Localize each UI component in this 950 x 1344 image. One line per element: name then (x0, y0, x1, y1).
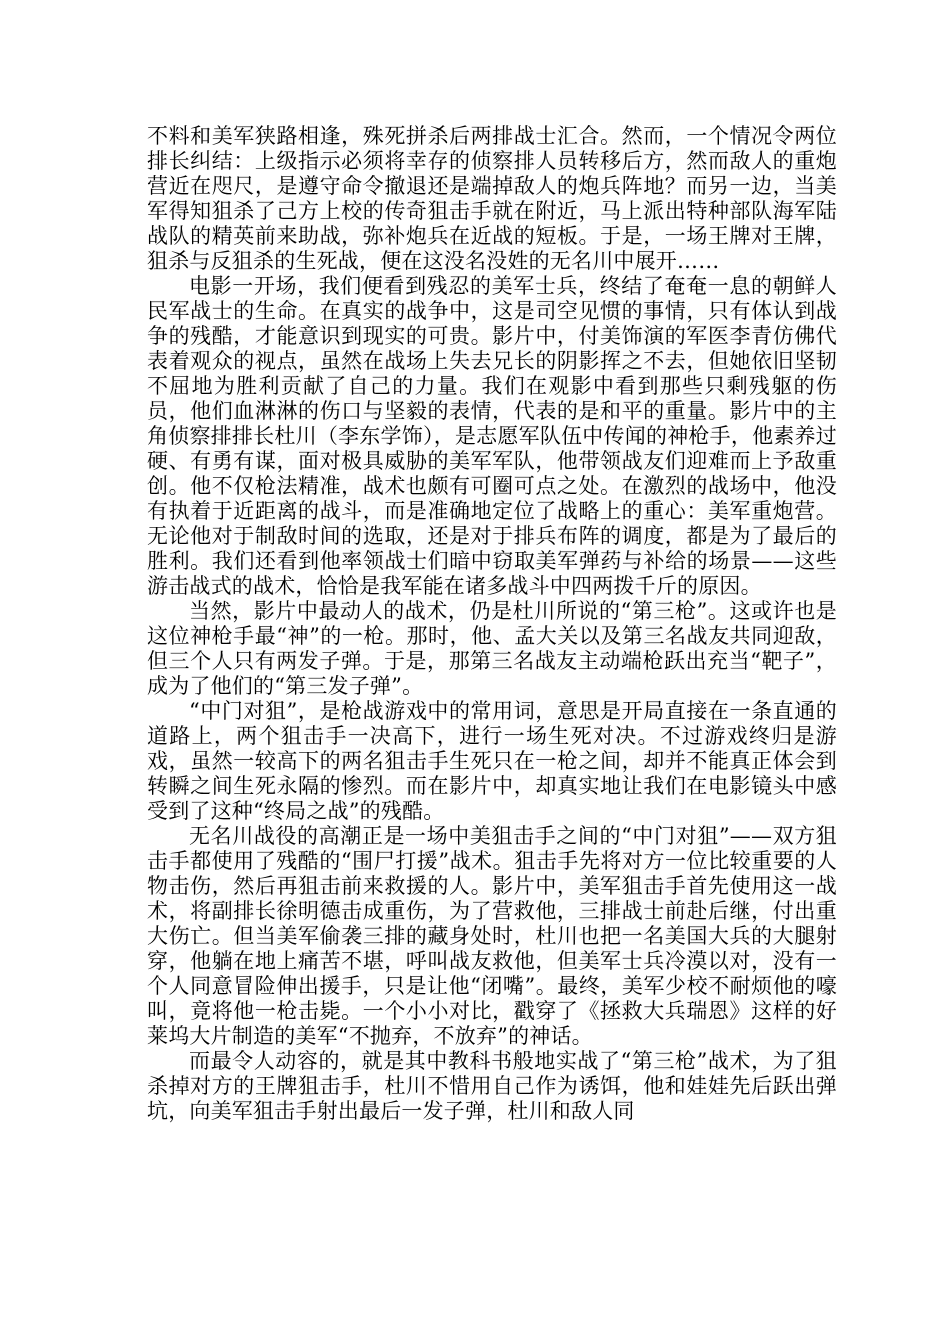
paragraph-1: 不料和美军狭路相逢，殊死拼杀后两排战士汇合。然而，一个情况令两位排长纠结：上级指示必须将幸存的侦察排人员转移后方，然而敌人的重炮营近在咫尺，是遵守命令撤退还是端掉敌人的炮兵阵地？而另一边，当美军得知狙杀了己方上校的传奇狙击手就在附近，马上派出特种部队海军陆战队的精英前来助战，弥补炮兵在近战的短板。于是，一场王牌对王牌，狙杀与反狙杀的生死战，便在这没名没姓的无名川中展开…… (147, 124, 837, 273)
paragraph-4: “中门对狙”，是枪战游戏中的常用词，意思是开局直接在一条直通的道路上，两个狙击手一决高下，进行一场生死对决。不过游戏终归是游戏，虽然一较高下的两名狙击手生死只在一枪之间，却并不能真正体会到转瞬之间生死永隔的惨烈。而在影片中，却真实地让我们在电影镜头中感受到了这种“终局之战”的残酷。 (147, 699, 837, 823)
paragraph-3: 当然，影片中最动人的战术，仍是杜川所说的“第三枪”。这或许也是这位神枪手最“神”的一枪。那时，他、孟大关以及第三名战友共同迎敌，但三个人只有两发子弹。于是，那第三名战友主动端枪跃出充当“靶子”，成为了他们的“第三发子弹”。 (147, 599, 837, 698)
paragraph-5: 无名川战役的高潮正是一场中美狙击手之间的“中门对狙”——双方狙击手都使用了残酷的“围尸打援”战术。狙击手先将对方一位比较重要的人物击伤，然后再狙击前来救援的人。影片中，美军狙击手首先使用这一战术，将副排长徐明德击成重伤，为了营救他，三排战士前赴后继，付出重大伤亡。但当美军偷袭三排的藏身处时，杜川也把一名美国大兵的大腿射穿，他躺在地上痛苦不堪，呼叫战友救他，但美军士兵冷漠以对，没有一个人同意冒险伸出援手，只是让他“闭嘴”。最终，美军少校不耐烦他的嚎叫，竟将他一枪击毙。一个小小对比，戳穿了《拯救大兵瑞恩》这样的好莱坞大片制造的美军“不抛弃，不放弃”的神话。 (147, 824, 837, 1048)
paragraph-6: 而最令人动容的，就是其中教科书般地实战了“第三枪”战术，为了狙杀掉对方的王牌狙击手，杜川不惜用自己作为诱饵，他和娃娃先后跃出弹坑，向美军狙击手射出最后一发子弹，杜川和敌人同 (147, 1049, 837, 1123)
article-body (147, 124, 837, 1124)
paragraph-2: 电影一开场，我们便看到残忍的美军士兵，终结了奄奄一息的朝鲜人民军战士的生命。在真实的战争中，这是司空见惯的事情，只有体认到战争的残酷，才能意识到现实的可贵。影片中，付美饰演的军医李青仿佛代表着观众的视点，虽然在战场上失去兄长的阴影挥之不去，但她依旧坚韧不屈地为胜利贡献了自己的力量。我们在观影中看到那些只剩残躯的伤员，他们血淋淋的伤口与坚毅的表情，代表的是和平的重量。影片中的主角侦察排排长杜川（李东学饰），是志愿军队伍中传闻的神枪手，他素养过硬、有勇有谋，面对极具威胁的美军军队，他带领战友们迎难而上予敌重创。他不仅枪法精准，战术也颇有可圈可点之处。在激烈的战场中，他没有执着于近距离的战斗，而是准确地定位了战略上的重心：美军重炮营。无论他对于制敌时间的选取，还是对于排兵布阵的调度，都是为了最后的胜利。我们还看到他率领战士们暗中窃取美军弹药与补给的场景——这些游击战式的战术，恰恰是我军能在诸多战斗中四两拨千斤的原因。 (147, 274, 837, 598)
